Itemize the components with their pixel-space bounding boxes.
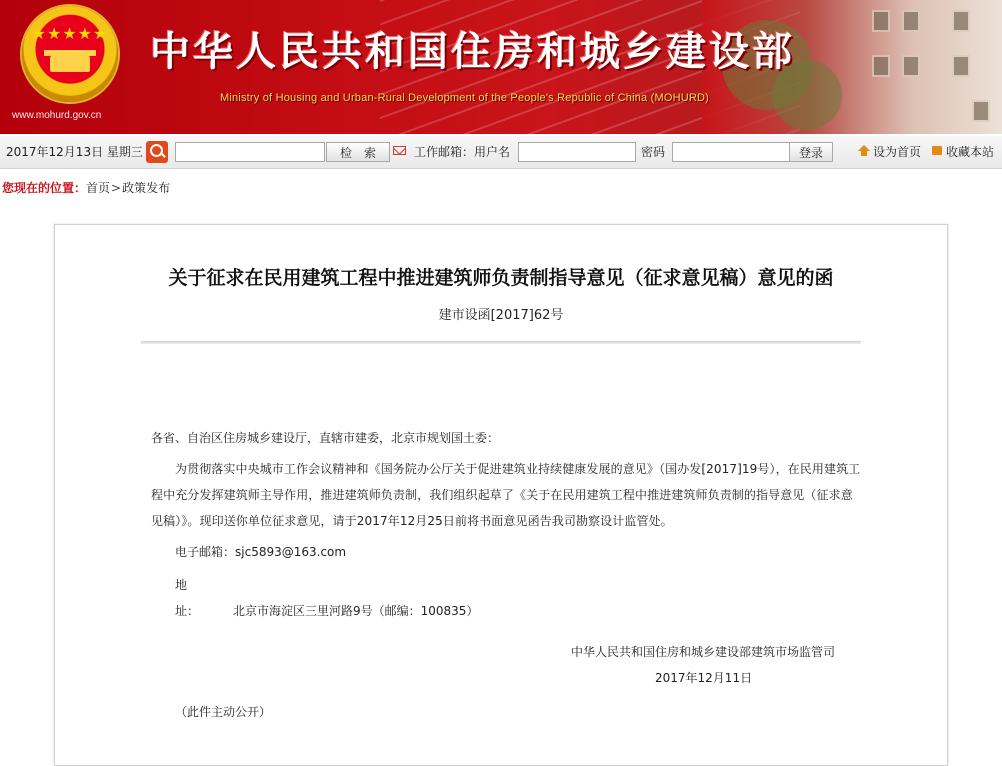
toolbar	[0, 136, 1002, 169]
article-title: 关于征求在民用建筑工程中推进建筑师负责制指导意见（征求意见稿）意见的函	[168, 267, 834, 289]
signature-organization: 中华人民共和国住房和城乡建设部建筑市场监管司	[571, 645, 836, 659]
breadcrumb-separator: >	[111, 181, 122, 195]
bookmark-icon[interactable]	[932, 146, 942, 155]
date-text: 2017年12月13日 星期三	[6, 145, 143, 159]
search-button[interactable]: 检 索	[326, 142, 390, 162]
email-label: 电子邮箱：	[175, 545, 236, 559]
window-shape	[952, 55, 970, 77]
set-home-link[interactable]: 设为首页	[873, 145, 922, 159]
address-label: 地 址：	[175, 578, 212, 618]
mail-icon	[393, 146, 406, 155]
disclosure-note: （此件主动公开）	[175, 705, 272, 719]
signature-date: 2017年12月11日	[655, 671, 753, 685]
login-button[interactable]: 登录	[789, 142, 833, 162]
emblem-gate	[50, 56, 90, 72]
password-label: 密码	[641, 145, 666, 159]
search-icon[interactable]	[146, 141, 168, 163]
window-shape	[972, 100, 990, 122]
contact-email	[175, 539, 887, 565]
window-shape	[902, 55, 920, 77]
title-divider	[141, 341, 861, 344]
mail-label: 工作邮箱：用户名	[414, 145, 511, 159]
contact-address	[175, 572, 887, 624]
bookmark-link[interactable]: 收藏本站	[946, 145, 995, 159]
window-shape	[952, 10, 970, 32]
site-title: 中华人民共和国住房和城乡建设部	[150, 28, 795, 75]
window-shape	[872, 10, 890, 32]
search-input[interactable]	[175, 142, 325, 162]
window-shape	[902, 10, 920, 32]
breadcrumb-policy-link[interactable]: 政策发布	[122, 181, 171, 195]
site-url: www.mohurd.gov.cn	[12, 110, 102, 121]
email-value: sjc5893@163.com	[235, 545, 347, 559]
document-number: 建市设函[2017]62号	[438, 308, 564, 323]
address-value: 北京市海淀区三里河路9号（邮编：100835）	[233, 604, 479, 618]
breadcrumb-home-link[interactable]: 首页	[86, 181, 111, 195]
home-icon[interactable]	[858, 145, 870, 151]
breadcrumb	[0, 178, 1002, 198]
password-input[interactable]	[672, 142, 790, 162]
body-paragraph: 为贯彻落实中央城市工作会议精神和《国务院办公厅关于促进建筑业持续健康发展的意见》（国办发[2017]19号），在民用建筑工程中充分发挥建筑师主导作用，推进建筑师负责制，我们组织起草了《关于在民用建筑工程中推进建筑师负责制的指导意见（征求意见稿）》。现印送你单位征求意见，请于2017年12月25日前将书面意见函告我司勘察设计监管处。	[151, 462, 861, 528]
article-panel	[54, 224, 948, 766]
site-banner	[0, 0, 1002, 134]
emblem-stars: ★★★★★	[31, 24, 109, 43]
window-shape	[872, 55, 890, 77]
salutation: 各省、自治区住房城乡建设厅，直辖市建委，北京市规划国土委：	[151, 431, 500, 445]
breadcrumb-label: 您现在的位置：	[2, 181, 87, 195]
site-subtitle: Ministry of Housing and Urban-Rural Development of the People's Republic of China (MOHURD)	[220, 92, 710, 104]
username-input[interactable]	[518, 142, 636, 162]
national-emblem-icon[interactable]	[22, 6, 118, 102]
